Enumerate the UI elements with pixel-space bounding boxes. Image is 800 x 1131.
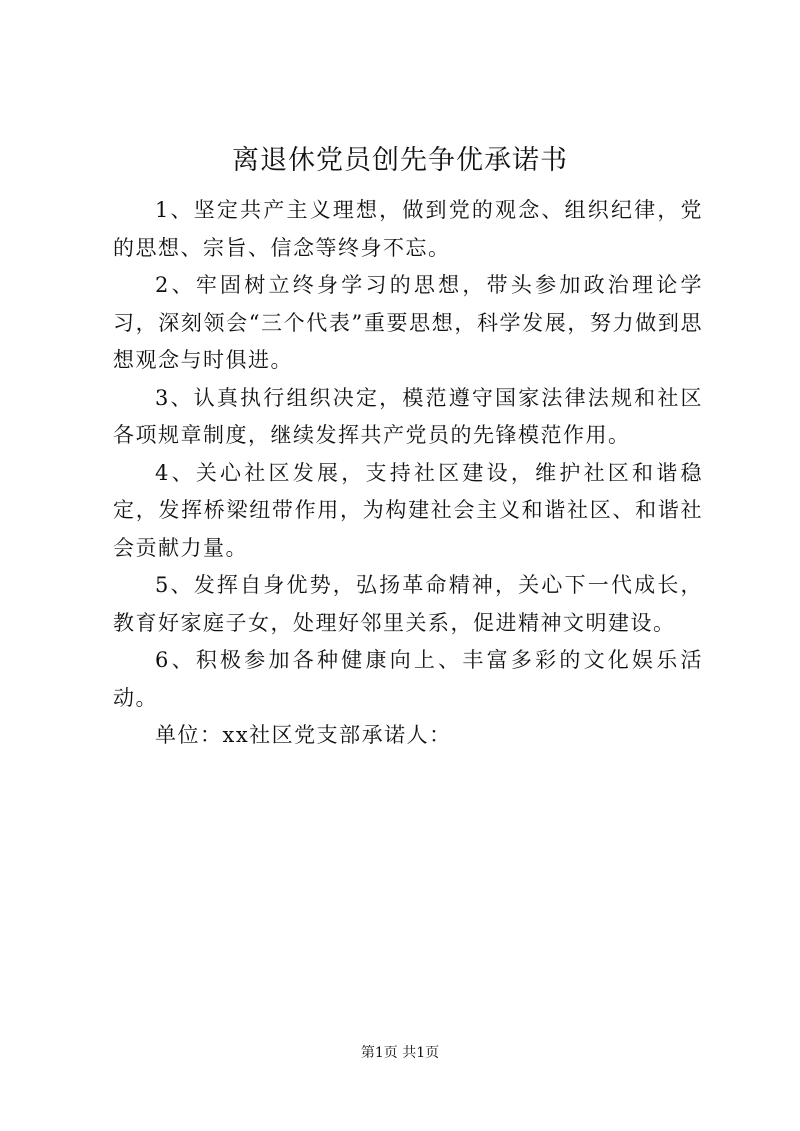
paragraph-1: 1、坚定共产主义理想，做到党的观念、组织纪律，党的思想、宗旨、信念等终身不忘。 <box>113 198 703 260</box>
signature-line: 单位：xx社区党支部承诺人： <box>155 723 452 747</box>
page-footer: 第1页 共1页 <box>360 1045 440 1061</box>
paragraph-6: 6、积极参加各种健康向上、丰富多彩的文化娱乐活动。 <box>113 648 703 710</box>
paragraph-4: 4、关心社区发展，支持社区建设，维护社区和谐稳定，发挥桥梁纽带作用，为构建社会主义和谐社区、和谐社会贡献力量。 <box>113 460 703 560</box>
paragraph-5: 5、发挥自身优势，弘扬革命精神，关心下一代成长，教育好家庭子女，处理好邻里关系，促进精神文明建设。 <box>113 573 703 635</box>
document-title: 离退休党员创先争优承诺书 <box>232 145 568 176</box>
document-body <box>113 192 703 755</box>
paragraph-3: 3、认真执行组织决定，模范遵守国家法律法规和社区各项规章制度，继续发挥共产党员的先锋模范作用。 <box>113 385 703 447</box>
paragraph-2: 2、牢固树立终身学习的思想，带头参加政治理论学习，深刻领会“三个代表”重要思想，科学发展，努力做到思想观念与时俱进。 <box>113 273 703 372</box>
